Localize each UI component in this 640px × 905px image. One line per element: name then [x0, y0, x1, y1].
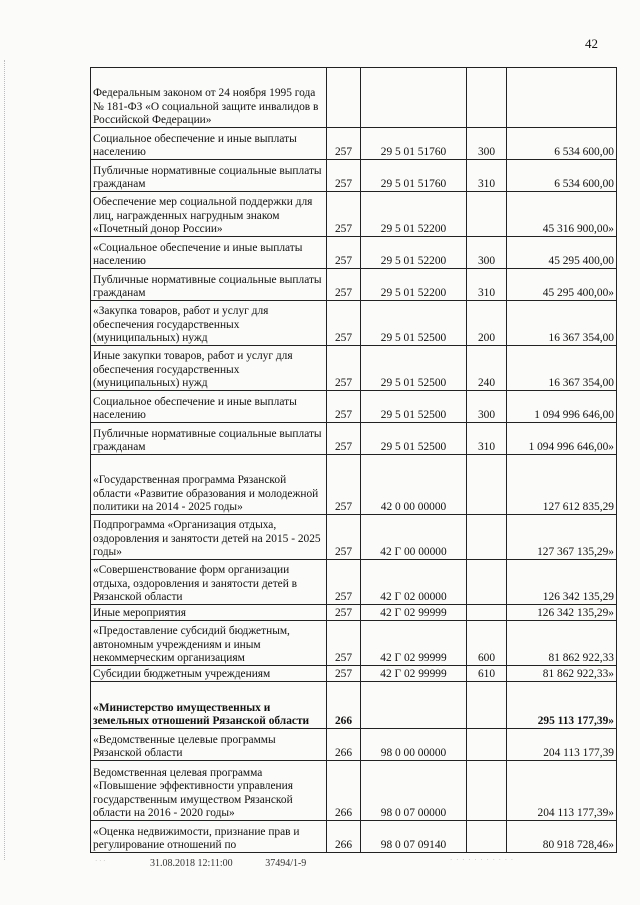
row-amount: 126 342 135,29 — [507, 560, 617, 605]
row-amount: 1 094 996 646,00» — [507, 423, 617, 455]
row-description: Субсидии бюджетным учреждениям — [91, 666, 327, 682]
table-row — [91, 192, 617, 237]
row-ministry-code: 257 — [327, 666, 361, 682]
row-amount: 45 295 400,00 — [507, 237, 617, 269]
row-amount: 204 113 177,39» — [507, 761, 617, 821]
row-target-article: 29 5 01 52200 — [361, 192, 467, 237]
row-ministry-code: 266 — [327, 821, 361, 853]
row-amount: 6 534 600,00 — [507, 160, 617, 192]
row-target-article: 42 Г 02 99999 — [361, 666, 467, 682]
footer-doc-id: 37494/1-9 — [265, 858, 307, 869]
row-expense-type — [467, 515, 507, 560]
row-amount: 126 342 135,29» — [507, 605, 617, 621]
row-ministry-code: 266 — [327, 682, 361, 729]
row-expense-type — [467, 729, 507, 761]
row-target-article: 29 5 01 52200 — [361, 237, 467, 269]
table-row — [91, 346, 617, 391]
table-row — [91, 423, 617, 455]
row-target-article: 29 5 01 52500 — [361, 423, 467, 455]
row-description: «Социальное обеспечение и иные выплаты населению — [91, 237, 327, 269]
row-expense-type: 610 — [467, 666, 507, 682]
table-row — [91, 160, 617, 192]
table-row — [91, 821, 617, 853]
row-ministry-code: 257 — [327, 237, 361, 269]
budget-table — [90, 67, 617, 853]
row-target-article: 42 Г 02 99999 — [361, 605, 467, 621]
row-expense-type: 240 — [467, 346, 507, 391]
row-expense-type: 300 — [467, 391, 507, 423]
row-expense-type — [467, 605, 507, 621]
row-amount: 204 113 177,39 — [507, 729, 617, 761]
row-ministry-code: 257 — [327, 423, 361, 455]
row-target-article: 98 0 07 09140 — [361, 821, 467, 853]
table-row — [91, 666, 617, 682]
table-row — [91, 455, 617, 515]
row-description: Иные закупки товаров, работ и услуг для обеспечения государственных (муниципальных) нужд — [91, 346, 327, 391]
table-row — [91, 605, 617, 621]
row-expense-type — [467, 192, 507, 237]
row-description: «Министерство имущественных и земельных отношений Рязанской области — [91, 682, 327, 729]
row-description: Публичные нормативные социальные выплаты гражданам — [91, 160, 327, 192]
row-amount: 80 918 728,46» — [507, 821, 617, 853]
row-target-article: 98 0 07 00000 — [361, 761, 467, 821]
row-expense-type — [467, 455, 507, 515]
row-ministry-code: 257 — [327, 301, 361, 346]
row-description: Публичные нормативные социальные выплаты гражданам — [91, 269, 327, 301]
row-description: «Ведомственные целевые программы Рязанской области — [91, 729, 327, 761]
row-ministry-code: 257 — [327, 160, 361, 192]
row-target-article — [361, 68, 467, 128]
row-target-article: 29 5 01 51760 — [361, 160, 467, 192]
row-amount: 127 367 135,29» — [507, 515, 617, 560]
row-expense-type: 310 — [467, 423, 507, 455]
row-ministry-code: 257 — [327, 391, 361, 423]
row-target-article: 29 5 01 52500 — [361, 346, 467, 391]
row-target-article: 29 5 01 52500 — [361, 301, 467, 346]
row-amount — [507, 68, 617, 128]
row-expense-type — [467, 821, 507, 853]
row-amount: 45 295 400,00» — [507, 269, 617, 301]
row-ministry-code: 266 — [327, 729, 361, 761]
row-expense-type — [467, 68, 507, 128]
row-expense-type — [467, 761, 507, 821]
row-expense-type: 310 — [467, 160, 507, 192]
row-amount: 81 862 922,33 — [507, 621, 617, 666]
row-description: «Оценка недвижимости, признание прав и регулирование отношений по — [91, 821, 327, 853]
row-ministry-code: 266 — [327, 761, 361, 821]
row-description: Социальное обеспечение и иные выплаты населению — [91, 128, 327, 160]
table-row — [91, 68, 617, 128]
row-ministry-code: 257 — [327, 621, 361, 666]
row-amount: 81 862 922,33» — [507, 666, 617, 682]
footer — [150, 858, 336, 869]
row-ministry-code — [327, 68, 361, 128]
table-row — [91, 682, 617, 729]
row-ministry-code: 257 — [327, 269, 361, 301]
table-row — [91, 621, 617, 666]
row-expense-type: 310 — [467, 269, 507, 301]
row-description: «Закупка товаров, работ и услуг для обеспечения государственных (муниципальных) нужд — [91, 301, 327, 346]
table-row — [91, 729, 617, 761]
table-row — [91, 269, 617, 301]
footer-stamp-right: · · · · · · · · · · · — [450, 856, 515, 864]
footer-date: 31.08.2018 12:11:00 — [150, 858, 233, 869]
table-row — [91, 761, 617, 821]
row-ministry-code: 257 — [327, 192, 361, 237]
row-expense-type: 300 — [467, 128, 507, 160]
footer-stamp-left: · · · — [95, 857, 106, 865]
row-expense-type — [467, 560, 507, 605]
row-target-article: 42 Г 02 00000 — [361, 560, 467, 605]
row-ministry-code: 257 — [327, 560, 361, 605]
row-target-article — [361, 682, 467, 729]
margin-dots — [4, 60, 6, 860]
row-amount: 45 316 900,00» — [507, 192, 617, 237]
table-row — [91, 237, 617, 269]
row-description: Ведомственная целевая программа «Повышение эффективности управления государственным имуществом Рязанской области на 2016 - 2020 годы» — [91, 761, 327, 821]
page-number: 42 — [585, 36, 598, 51]
table-row — [91, 560, 617, 605]
row-target-article: 29 5 01 52200 — [361, 269, 467, 301]
row-amount: 127 612 835,29 — [507, 455, 617, 515]
row-target-article: 42 Г 02 99999 — [361, 621, 467, 666]
row-ministry-code: 257 — [327, 346, 361, 391]
row-expense-type: 600 — [467, 621, 507, 666]
row-expense-type: 300 — [467, 237, 507, 269]
row-target-article: 98 0 00 00000 — [361, 729, 467, 761]
row-description: Публичные нормативные социальные выплаты гражданам — [91, 423, 327, 455]
table-row — [91, 128, 617, 160]
row-amount: 1 094 996 646,00 — [507, 391, 617, 423]
table-row — [91, 515, 617, 560]
row-target-article: 29 5 01 51760 — [361, 128, 467, 160]
row-description: «Предоставление субсидий бюджетным, автономным учреждениям и иным некоммерческим организациям — [91, 621, 327, 666]
row-description: «Государственная программа Рязанской области «Развитие образования и молодежной политики на 2014 - 2025 годы» — [91, 455, 327, 515]
table-row — [91, 301, 617, 346]
row-ministry-code: 257 — [327, 128, 361, 160]
row-amount: 16 367 354,00 — [507, 301, 617, 346]
row-amount: 6 534 600,00 — [507, 128, 617, 160]
row-description: Федеральным законом от 24 ноября 1995 года № 181-ФЗ «О социальной защите инвалидов в Российской Федерации» — [91, 68, 327, 128]
row-target-article: 29 5 01 52500 — [361, 391, 467, 423]
row-description: Социальное обеспечение и иные выплаты населению — [91, 391, 327, 423]
row-ministry-code: 257 — [327, 455, 361, 515]
row-target-article: 42 Г 00 00000 — [361, 515, 467, 560]
row-amount: 16 367 354,00 — [507, 346, 617, 391]
row-description: Подпрограмма «Организация отдыха, оздоровления и занятости детей на 2015 - 2025 годы» — [91, 515, 327, 560]
row-ministry-code: 257 — [327, 605, 361, 621]
row-description: Обеспечение мер социальной поддержки для лиц, награжденных нагрудным знаком «Почетный донор России» — [91, 192, 327, 237]
row-ministry-code: 257 — [327, 515, 361, 560]
table-row — [91, 391, 617, 423]
row-expense-type — [467, 682, 507, 729]
row-description: «Совершенствование форм организации отдыха, оздоровления и занятости детей в Рязанской области — [91, 560, 327, 605]
row-target-article: 42 0 00 00000 — [361, 455, 467, 515]
row-amount: 295 113 177,39» — [507, 682, 617, 729]
row-expense-type: 200 — [467, 301, 507, 346]
row-description: Иные мероприятия — [91, 605, 327, 621]
